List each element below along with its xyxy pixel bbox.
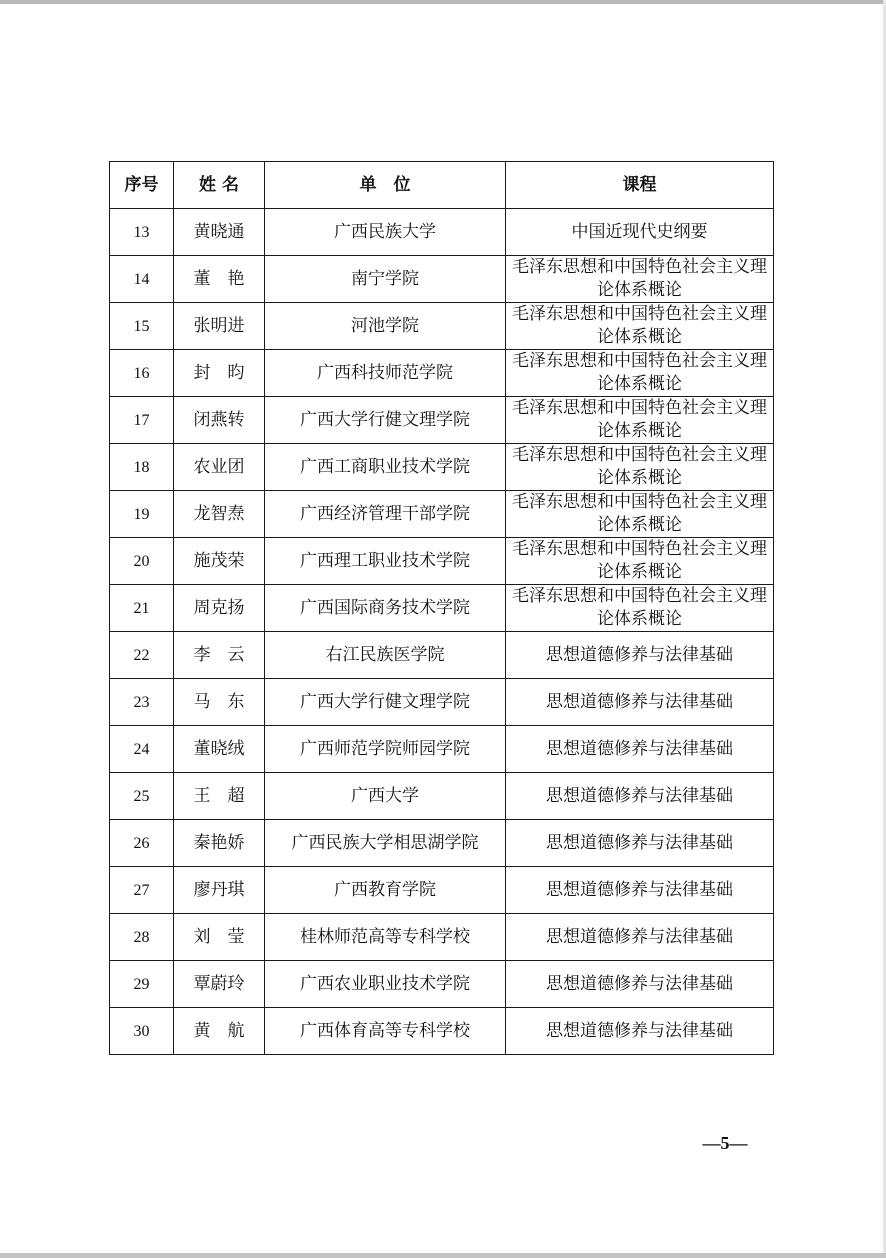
cell-name: 黄晓通: [174, 209, 265, 256]
cell-name: 黄 航: [174, 1008, 265, 1055]
cell-course: 思想道德修养与法律基础: [506, 914, 774, 961]
cell-name: 封 昀: [174, 350, 265, 397]
cell-seq: 24: [110, 726, 174, 773]
cell-course: 思想道德修养与法律基础: [506, 1008, 774, 1055]
table-row: [110, 350, 774, 397]
cell-unit: 广西工商职业技术学院: [265, 444, 506, 491]
cell-seq: 14: [110, 256, 174, 303]
cell-seq: 17: [110, 397, 174, 444]
cell-course: 毛泽东思想和中国特色社会主义理论体系概论: [506, 585, 774, 632]
cell-unit: 广西民族大学: [265, 209, 506, 256]
cell-seq: 28: [110, 914, 174, 961]
cell-seq: 19: [110, 491, 174, 538]
cell-name: 施茂荣: [174, 538, 265, 585]
cell-unit: 广西大学行健文理学院: [265, 397, 506, 444]
cell-unit: 右江民族医学院: [265, 632, 506, 679]
cell-course: 思想道德修养与法律基础: [506, 773, 774, 820]
table-row: [110, 444, 774, 491]
cell-unit: 桂林师范高等专科学校: [265, 914, 506, 961]
cell-unit: 广西师范学院师园学院: [265, 726, 506, 773]
cell-name: 董 艳: [174, 256, 265, 303]
table-row: [110, 914, 774, 961]
cell-course: 思想道德修养与法律基础: [506, 820, 774, 867]
cell-seq: 15: [110, 303, 174, 350]
cell-seq: 20: [110, 538, 174, 585]
table-row: [110, 491, 774, 538]
header-unit: 单 位: [265, 162, 506, 209]
table-row: [110, 256, 774, 303]
table-row: [110, 726, 774, 773]
cell-unit: 广西大学行健文理学院: [265, 679, 506, 726]
cell-name: 秦艳娇: [174, 820, 265, 867]
cell-unit: 广西体育高等专科学校: [265, 1008, 506, 1055]
cell-name: 龙智焘: [174, 491, 265, 538]
header-course: 课程: [506, 162, 774, 209]
cell-course: 思想道德修养与法律基础: [506, 726, 774, 773]
cell-course: 思想道德修养与法律基础: [506, 867, 774, 914]
roster-table: [109, 161, 774, 1055]
cell-seq: 29: [110, 961, 174, 1008]
cell-course: 思想道德修养与法律基础: [506, 632, 774, 679]
cell-unit: 广西教育学院: [265, 867, 506, 914]
table-row: [110, 209, 774, 256]
cell-unit: 广西理工职业技术学院: [265, 538, 506, 585]
cell-course: 思想道德修养与法律基础: [506, 679, 774, 726]
table-row: [110, 585, 774, 632]
table-row: [110, 961, 774, 1008]
cell-name: 张明进: [174, 303, 265, 350]
header-row: [110, 162, 774, 209]
cell-name: 刘 莹: [174, 914, 265, 961]
cell-course: 毛泽东思想和中国特色社会主义理论体系概论: [506, 538, 774, 585]
cell-course: 毛泽东思想和中国特色社会主义理论体系概论: [506, 397, 774, 444]
cell-seq: 26: [110, 820, 174, 867]
cell-unit: 广西科技师范学院: [265, 350, 506, 397]
page-top-edge: [0, 0, 886, 4]
table-row: [110, 679, 774, 726]
cell-course: 毛泽东思想和中国特色社会主义理论体系概论: [506, 256, 774, 303]
cell-name: 闭燕转: [174, 397, 265, 444]
cell-seq: 30: [110, 1008, 174, 1055]
roster-table-head: [110, 162, 774, 209]
table-row: [110, 303, 774, 350]
cell-seq: 27: [110, 867, 174, 914]
header-seq: 序号: [110, 162, 174, 209]
cell-course: 毛泽东思想和中国特色社会主义理论体系概论: [506, 350, 774, 397]
table-row: [110, 867, 774, 914]
cell-name: 李 云: [174, 632, 265, 679]
cell-unit: 广西国际商务技术学院: [265, 585, 506, 632]
cell-name: 马 东: [174, 679, 265, 726]
cell-unit: 河池学院: [265, 303, 506, 350]
cell-seq: 13: [110, 209, 174, 256]
cell-name: 周克扬: [174, 585, 265, 632]
cell-unit: 南宁学院: [265, 256, 506, 303]
table-row: [110, 632, 774, 679]
cell-course: 毛泽东思想和中国特色社会主义理论体系概论: [506, 444, 774, 491]
table-row: [110, 538, 774, 585]
cell-name: 覃蔚玲: [174, 961, 265, 1008]
cell-seq: 23: [110, 679, 174, 726]
cell-course: 毛泽东思想和中国特色社会主义理论体系概论: [506, 491, 774, 538]
table-row: [110, 397, 774, 444]
page-number: —5—: [702, 1133, 748, 1153]
header-name: 姓 名: [174, 162, 265, 209]
table-row: [110, 820, 774, 867]
table-row: [110, 773, 774, 820]
cell-unit: 广西大学: [265, 773, 506, 820]
cell-unit: 广西经济管理干部学院: [265, 491, 506, 538]
roster-table-body: [110, 209, 774, 1055]
table-row: [110, 1008, 774, 1055]
cell-unit: 广西民族大学相思湖学院: [265, 820, 506, 867]
cell-course: 思想道德修养与法律基础: [506, 961, 774, 1008]
cell-seq: 25: [110, 773, 174, 820]
cell-name: 农业团: [174, 444, 265, 491]
cell-course: 中国近现代史纲要: [506, 209, 774, 256]
cell-seq: 18: [110, 444, 174, 491]
cell-seq: 22: [110, 632, 174, 679]
cell-unit: 广西农业职业技术学院: [265, 961, 506, 1008]
cell-name: 廖丹琪: [174, 867, 265, 914]
cell-name: 王 超: [174, 773, 265, 820]
cell-course: 毛泽东思想和中国特色社会主义理论体系概论: [506, 303, 774, 350]
cell-seq: 21: [110, 585, 174, 632]
page-bottom-edge: [0, 1253, 886, 1258]
cell-name: 董晓绒: [174, 726, 265, 773]
cell-seq: 16: [110, 350, 174, 397]
